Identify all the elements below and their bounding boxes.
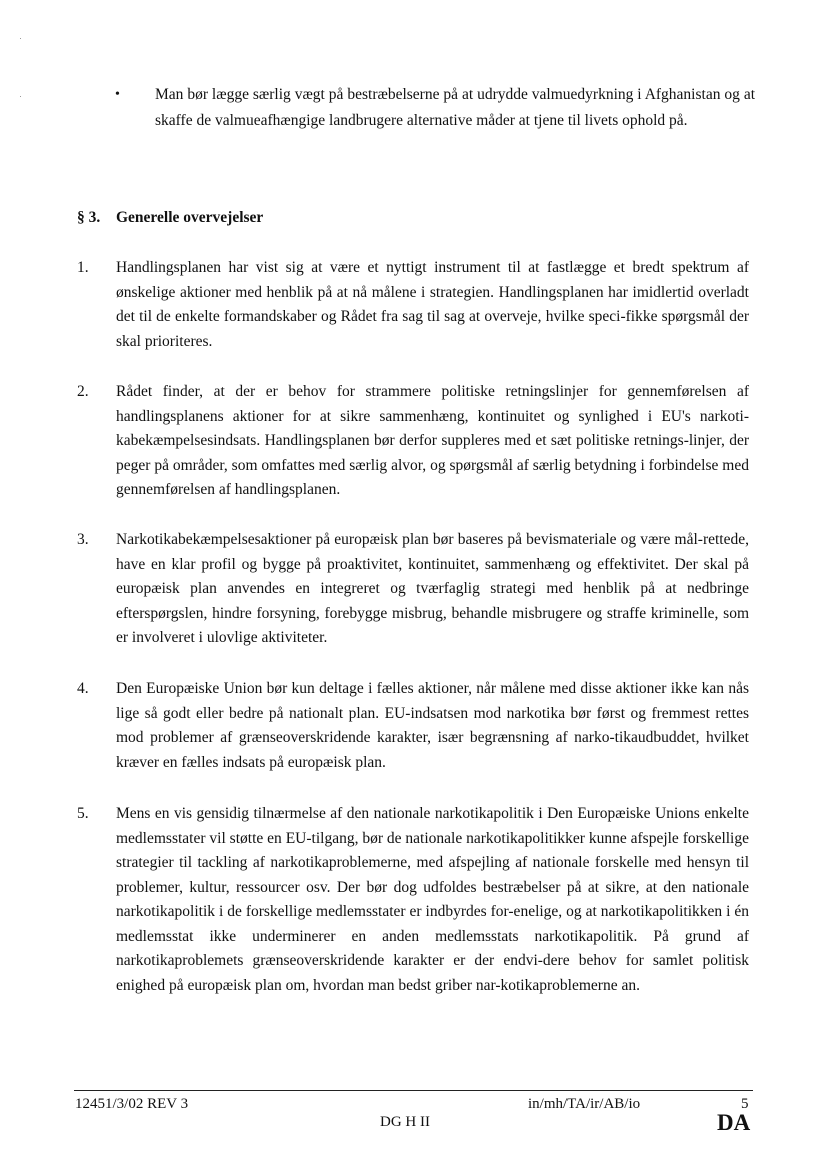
footer-document-code: 12451/3/02 REV 3 bbox=[75, 1096, 189, 1112]
paragraph-number: 5. bbox=[77, 805, 89, 822]
scan-speck bbox=[20, 38, 21, 39]
paragraph-number: 2. bbox=[77, 383, 89, 400]
paragraph-text: Den Europæiske Union bør kun deltage i fælles aktioner, når målene med disse aktioner ikke kan nås lige så godt eller bedre på nationalt plan. EU-indsatsen mod narkotika bør først og fremmest rettes mod problemer af grænseoverskridende karakter, især begrænsning af narko-tikaudbuddet, hvilket kræver en fælles indsats på europæisk plan. bbox=[116, 680, 749, 771]
footer-directorate: DG H II bbox=[380, 1114, 430, 1130]
paragraph-text: Rådet finder, at der er behov for strammere politiske retningslinjer for gennemførelsen af handlingsplanens aktioner for at sikre sammenhæng, kontinuitet og synlighed i EU's narkoti-kabekæmpelsesindsats. Handlingsplanen bør derfor suppleres med et sæt politiske retnings-linjer, der peger på områder, som omfattes med særlig alvor, og spørgsmål af særlig betydning i forbindelse med gennemførelsen af handlingsplanen. bbox=[116, 383, 749, 498]
section-title: Generelle overvejelser bbox=[116, 209, 264, 226]
paragraph-text: Narkotikabekæmpelsesaktioner på europæisk plan bør baseres på bevismateriale og være mål-rettede, have en klar profil og bygge på proaktivitet, kontinuitet, sammenhæng og effektivitet. Der skal på europæisk plan anvendes en integreret og tværfaglig strategi med henblik på at nedbringe efterspørgslen, hindre forsyning, forebygge misbrug, behandle misbrugere og straffe kriminelle, som er involveret i ulovlige aktiviteter. bbox=[116, 531, 749, 646]
section-number: § 3. bbox=[77, 209, 101, 226]
bullet-text: Man bør lægge særlig vægt på bestræbelserne på at udrydde valmuedyrkning i Afghanistan og at skaffe de valmueafhængige landbrugere alternative måder at tjene til livets ophold på. bbox=[155, 86, 755, 129]
paragraph-text: Handlingsplanen har vist sig at være et nyttigt instrument til at fastlægge et bredt spektrum af ønskelige aktioner med henblik på at nå målene i strategien. Handlingsplanen har imidlertid overladt det til de enkelte formandskaber og Rådet fra sag til sag at overveje, hvilke speci-fikke spørgsmål der skal prioriteres. bbox=[116, 259, 749, 350]
paragraph-number: 1. bbox=[77, 259, 89, 276]
paragraph-number: 3. bbox=[77, 531, 89, 548]
footer-divider bbox=[74, 1090, 753, 1091]
footer-language-code: DA bbox=[717, 1110, 751, 1135]
paragraph-text: Mens en vis gensidig tilnærmelse af den nationale narkotikapolitik i Den Europæiske Unions enkelte medlemsstater vil støtte en EU-tilgang, bør de nationale narkotikapolitikker kunne afspejle forskellige strategier til tackling af narkotikaproblemerne, med afspejling af nationale forskelle med hensyn til problemer, kultur, ressourcer osv. Der bør dog udfoldes bestræbelser på at sikre, at den nationale narkotikapolitik i de forskellige medlemsstater er indbyrdes for-enelige, og at narkotikapolitikken i én medlemsstat ikke underminerer en anden medlemsstats narkotikapolitik. På grund af narkotikaproblemets grænseoverskridende karakter er der endvi-dere behov for samlet politisk enighed på europæisk plan om, hvordan man bedst griber nar-kotikaproblemerne an. bbox=[116, 805, 749, 994]
bullet-symbol: • bbox=[115, 87, 120, 102]
scan-speck bbox=[20, 96, 21, 97]
footer-page-number: 5 bbox=[741, 1096, 749, 1112]
section-heading bbox=[77, 207, 263, 229]
footer-reference: in/mh/TA/ir/AB/io bbox=[528, 1096, 641, 1112]
paragraph-number: 4. bbox=[77, 680, 89, 697]
